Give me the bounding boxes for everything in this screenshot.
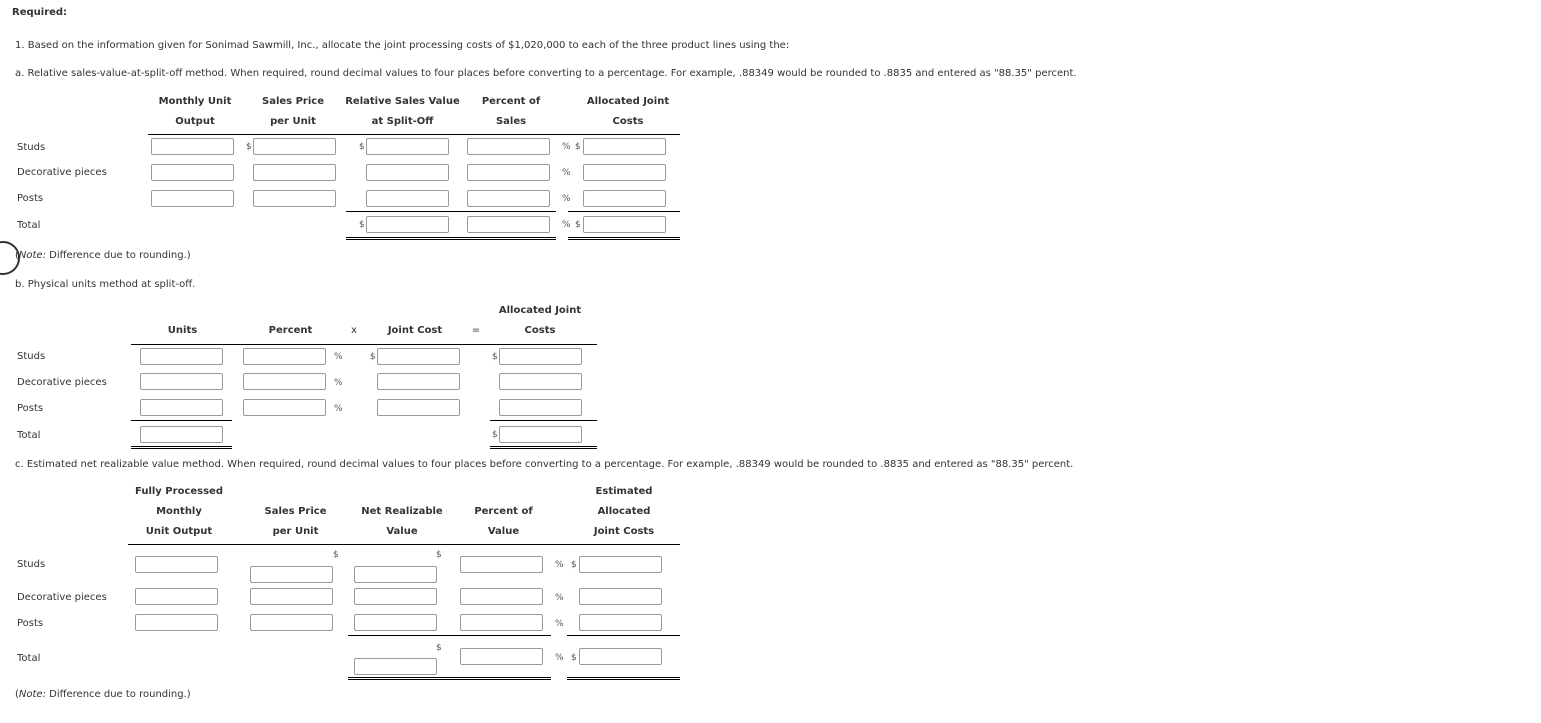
b-posts-percent-sign: % <box>334 404 343 414</box>
b-decorative-percent-sign: % <box>334 378 343 388</box>
c-row-label-decorative: Decorative pieces <box>17 592 107 603</box>
c-note-paren: ( <box>15 689 19 700</box>
b-studs-units-input[interactable] <box>140 348 223 365</box>
c-header-rule <box>128 544 680 545</box>
part-c-instruction: c. Estimated net realizable value method. When required, round decimal values to four places before converting to a percentage. For example, .88349 would be rounded to .8835 and entered as "88.35" percent. <box>15 459 1074 470</box>
c-posts-percent-input[interactable] <box>460 614 543 631</box>
a-decorative-monthly-output-input[interactable] <box>151 164 234 181</box>
a-subtotal-rule-right <box>568 211 680 212</box>
b-studs-joint-cost-input[interactable] <box>377 348 460 365</box>
c-studs-nrv-input[interactable] <box>354 566 437 583</box>
a-total-rsv-dollar: $ <box>359 220 365 230</box>
c-decorative-nrv-input[interactable] <box>354 588 437 605</box>
a-decorative-allocated-input[interactable] <box>583 164 666 181</box>
a-posts-monthly-output-input[interactable] <box>151 190 234 207</box>
a-posts-allocated-input[interactable] <box>583 190 666 207</box>
a-header-percent-of: Percent of <box>481 96 541 107</box>
c-total-alloc-dollar: $ <box>571 653 577 663</box>
b-studs-joint-dollar: $ <box>370 352 376 362</box>
a-note-paren: ( <box>15 250 19 261</box>
c-header-net-realizable: Net Realizable <box>361 506 443 517</box>
b-header-units: Units <box>167 325 198 336</box>
b-studs-percent-sign: % <box>334 352 343 362</box>
a-posts-relative-sales-input[interactable] <box>366 190 449 207</box>
c-decorative-allocated-input[interactable] <box>579 588 662 605</box>
a-studs-rsv-dollar: $ <box>359 142 365 152</box>
a-posts-sales-price-input[interactable] <box>253 190 336 207</box>
b-row-label-decorative: Decorative pieces <box>17 377 107 388</box>
c-studs-output-input[interactable] <box>135 556 218 573</box>
c-posts-sales-price-input[interactable] <box>250 614 333 631</box>
b-studs-percent-input[interactable] <box>243 348 326 365</box>
a-studs-relative-sales-input[interactable] <box>366 138 449 155</box>
c-subtotal-rule-left <box>348 635 551 636</box>
c-header-percent-of: Percent of <box>474 506 533 517</box>
c-studs-alloc-dollar: $ <box>571 560 577 570</box>
a-note <box>15 250 191 261</box>
a-studs-allocated-input[interactable] <box>583 138 666 155</box>
c-studs-price-dollar: $ <box>333 550 339 560</box>
a-decorative-percent-input[interactable] <box>467 164 550 181</box>
b-total-double-rule-alloc <box>490 446 597 449</box>
b-studs-allocated-input[interactable] <box>499 348 582 365</box>
a-studs-alloc-dollar: $ <box>575 142 581 152</box>
c-header-per-unit: per Unit <box>272 526 319 537</box>
c-header-allocated: Allocated <box>597 506 651 517</box>
c-note-label: Note: <box>18 689 46 700</box>
b-row-label-posts: Posts <box>17 403 44 414</box>
b-studs-alloc-dollar: $ <box>492 352 498 362</box>
c-subtotal-rule-right <box>567 635 680 636</box>
b-header-joint-cost: Joint Cost <box>387 325 443 336</box>
c-decorative-percent-sign: % <box>555 593 564 603</box>
a-studs-sales-price-input[interactable] <box>253 138 336 155</box>
a-studs-percent-input[interactable] <box>467 138 550 155</box>
c-decorative-output-input[interactable] <box>135 588 218 605</box>
c-posts-percent-sign: % <box>555 619 564 629</box>
b-posts-units-input[interactable] <box>140 399 223 416</box>
c-total-percent-sign: % <box>555 653 564 663</box>
a-total-relative-sales-input[interactable] <box>366 216 449 233</box>
a-header-per-unit: per Unit <box>270 116 316 127</box>
c-total-allocated-input[interactable] <box>579 648 662 665</box>
a-row-label-decorative: Decorative pieces <box>17 167 107 178</box>
c-studs-percent-input[interactable] <box>460 556 543 573</box>
b-subtotal-rule-units <box>131 420 232 421</box>
a-note-label: Note: <box>18 250 46 261</box>
b-header-allocated-joint: Allocated Joint <box>498 305 582 316</box>
a-total-double-rule-left <box>346 237 556 240</box>
a-header-relative-sales: Relative Sales Value <box>345 96 460 107</box>
b-total-double-rule-units <box>131 446 232 449</box>
c-note <box>15 689 191 700</box>
c-header-monthly: Monthly <box>156 506 202 517</box>
c-header-nrv-value: Value <box>386 526 418 537</box>
a-total-alloc-dollar: $ <box>575 220 581 230</box>
b-posts-joint-cost-input[interactable] <box>377 399 460 416</box>
b-decorative-units-input[interactable] <box>140 373 223 390</box>
b-row-label-total: Total <box>17 430 41 441</box>
part-b-instruction: b. Physical units method at split-off. <box>15 279 196 290</box>
b-header-rule <box>131 344 597 345</box>
a-studs-price-dollar: $ <box>246 142 252 152</box>
b-total-allocated-input[interactable] <box>499 426 582 443</box>
b-header-equals: = <box>471 325 481 336</box>
c-studs-percent-sign: % <box>555 560 564 570</box>
b-decorative-joint-cost-input[interactable] <box>377 373 460 390</box>
a-header-sales-price: Sales Price <box>262 96 324 107</box>
c-row-label-total: Total <box>17 653 41 664</box>
a-total-double-rule-right <box>568 237 680 240</box>
a-header-at-split-off: at Split-Off <box>371 116 434 127</box>
a-row-label-studs: Studs <box>17 142 46 153</box>
b-posts-percent-input[interactable] <box>243 399 326 416</box>
c-header-unit-output: Unit Output <box>145 526 213 537</box>
a-header-costs: Costs <box>612 116 644 127</box>
a-row-label-posts: Posts <box>17 193 44 204</box>
b-total-alloc-dollar: $ <box>492 430 498 440</box>
b-row-label-studs: Studs <box>17 351 46 362</box>
c-note-text: Difference due to rounding.) <box>49 689 191 700</box>
b-posts-allocated-input[interactable] <box>499 399 582 416</box>
a-decorative-relative-sales-input[interactable] <box>366 164 449 181</box>
c-total-nrv-input[interactable] <box>354 658 437 675</box>
c-total-double-rule-left <box>348 677 551 680</box>
b-decorative-percent-input[interactable] <box>243 373 326 390</box>
a-posts-percent-sign: % <box>562 194 571 204</box>
a-header-monthly-unit: Monthly Unit <box>158 96 232 107</box>
a-decorative-sales-price-input[interactable] <box>253 164 336 181</box>
c-row-label-studs: Studs <box>17 559 46 570</box>
b-header-percent: Percent <box>268 325 313 336</box>
a-studs-percent-sign: % <box>562 142 571 152</box>
c-total-double-rule-right <box>567 677 680 680</box>
b-header-times: x <box>351 325 357 336</box>
c-studs-nrv-dollar: $ <box>436 550 442 560</box>
a-header-rule <box>148 134 680 135</box>
c-posts-allocated-input[interactable] <box>579 614 662 631</box>
c-posts-nrv-input[interactable] <box>354 614 437 631</box>
a-total-percent-sign: % <box>562 220 571 230</box>
c-decorative-percent-input[interactable] <box>460 588 543 605</box>
a-studs-monthly-output-input[interactable] <box>151 138 234 155</box>
b-decorative-allocated-input[interactable] <box>499 373 582 390</box>
a-posts-percent-input[interactable] <box>467 190 550 207</box>
c-header-percent-value: Value <box>487 526 520 537</box>
a-row-label-total: Total <box>17 220 41 231</box>
b-subtotal-rule-alloc <box>490 420 597 421</box>
a-note-text: Difference due to rounding.) <box>49 250 191 261</box>
c-header-estimated: Estimated <box>595 486 653 497</box>
c-total-percent-input[interactable] <box>460 648 543 665</box>
a-decorative-percent-sign: % <box>562 168 571 178</box>
a-total-allocated-input[interactable] <box>583 216 666 233</box>
required-label: Required: <box>12 7 68 18</box>
question-1-text: 1. Based on the information given for Sonimad Sawmill, Inc., allocate the joint processing costs of $1,020,000 to each of the three product lines using the: <box>15 40 790 51</box>
a-header-output: Output <box>175 116 215 127</box>
c-header-sales-price: Sales Price <box>264 506 327 517</box>
c-studs-sales-price-input[interactable] <box>250 566 333 583</box>
c-header-joint-costs: Joint Costs <box>593 526 655 537</box>
a-header-allocated-joint: Allocated Joint <box>586 96 670 107</box>
a-header-sales: Sales <box>495 116 527 127</box>
c-header-fully-processed: Fully Processed <box>135 486 223 497</box>
b-total-units-input[interactable] <box>140 426 223 443</box>
c-posts-output-input[interactable] <box>135 614 218 631</box>
c-total-nrv-dollar: $ <box>436 643 442 653</box>
a-subtotal-rule-left <box>346 211 556 212</box>
c-row-label-posts: Posts <box>17 618 44 629</box>
b-header-costs: Costs <box>524 325 556 336</box>
c-decorative-sales-price-input[interactable] <box>250 588 333 605</box>
part-a-instruction: a. Relative sales-value-at-split-off method. When required, round decimal values to four places before converting to a percentage. For example, .88349 would be rounded to .8835 and entered as "88.35" percent. <box>15 68 1077 79</box>
a-total-percent-input[interactable] <box>467 216 550 233</box>
c-studs-allocated-input[interactable] <box>579 556 662 573</box>
